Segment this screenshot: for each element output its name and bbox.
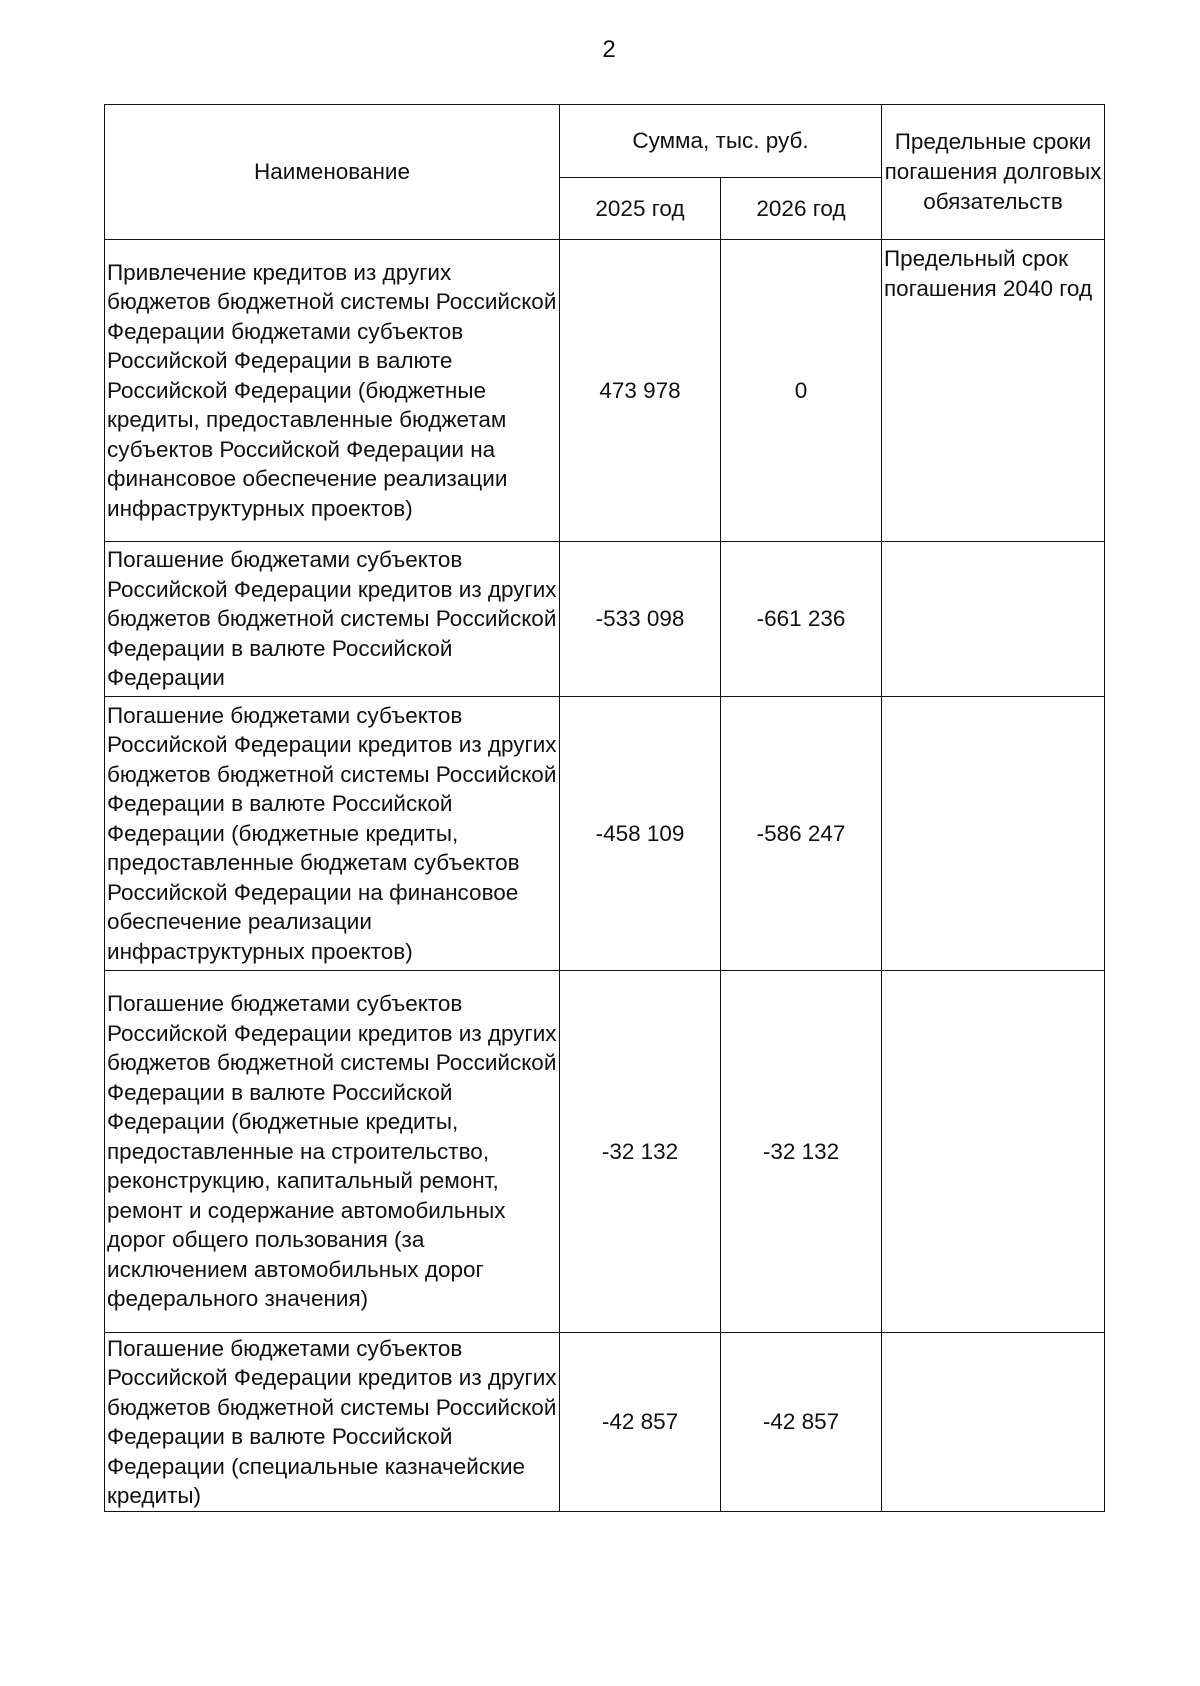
table-row [105, 971, 1105, 1333]
header-year-2025: 2025 год [560, 178, 721, 240]
header-year-2026: 2026 год [721, 178, 882, 240]
row-value-2026: -42 857 [721, 1333, 882, 1512]
budget-credits-table [104, 104, 1105, 1512]
row-value-2026: -586 247 [721, 697, 882, 971]
table-row [105, 240, 1105, 542]
table-row [105, 1333, 1105, 1512]
row-term [882, 1333, 1105, 1512]
row-name: Погашение бюджетами субъектов Российской Федерации кредитов из других бюджетов бюджетной системы Российской Федерации в валюте Российской Федерации (специальные казначейские кредиты) [105, 1333, 560, 1512]
row-value-2025: -42 857 [560, 1333, 721, 1512]
page-number: 2 [602, 36, 616, 63]
header-amount: Сумма, тыс. руб. [560, 105, 882, 178]
row-name: Погашение бюджетами субъектов Российской Федерации кредитов из других бюджетов бюджетной системы Российской Федерации в валюте Российской Федерации [105, 542, 560, 697]
row-term [882, 697, 1105, 971]
table-header-row [105, 105, 1105, 178]
header-term: Предельные сроки погашения долговых обязательств [882, 105, 1105, 240]
row-value-2025: -32 132 [560, 971, 721, 1333]
row-value-2026: -661 236 [721, 542, 882, 697]
row-name: Погашение бюджетами субъектов Российской Федерации кредитов из других бюджетов бюджетной системы Российской Федерации в валюте Российской Федерации (бюджетные кредиты, предоставленные бюджетам субъектов Российской Федерации на финансовое обеспечение реализации инфраструктурных проектов) [105, 697, 560, 971]
header-name: Наименование [105, 105, 560, 240]
row-value-2025: -533 098 [560, 542, 721, 697]
row-value-2026: -32 132 [721, 971, 882, 1333]
row-name: Погашение бюджетами субъектов Российской Федерации кредитов из других бюджетов бюджетной системы Российской Федерации в валюте Российской Федерации (бюджетные кредиты, предоставленные на строительство, реконструкцию, капитальный ремонт, ремонт и содержание автомобильных дорог общего пользования (за исключением автомобильных дорог федерального значения) [105, 971, 560, 1333]
row-value-2026: 0 [721, 240, 882, 542]
row-term [882, 971, 1105, 1333]
row-name: Привлечение кредитов из других бюджетов бюджетной системы Российской Федерации бюджетами субъектов Российской Федерации в валюте Российской Федерации (бюджетные кредиты, предоставленные бюджетам субъектов Российской Федерации на финансовое обеспечение реализации инфраструктурных проектов) [105, 240, 560, 542]
row-term: Предельный срок погашения 2040 год [882, 240, 1105, 542]
row-value-2025: -458 109 [560, 697, 721, 971]
row-value-2025: 473 978 [560, 240, 721, 542]
table-row [105, 697, 1105, 971]
row-term [882, 542, 1105, 697]
table-row [105, 542, 1105, 697]
